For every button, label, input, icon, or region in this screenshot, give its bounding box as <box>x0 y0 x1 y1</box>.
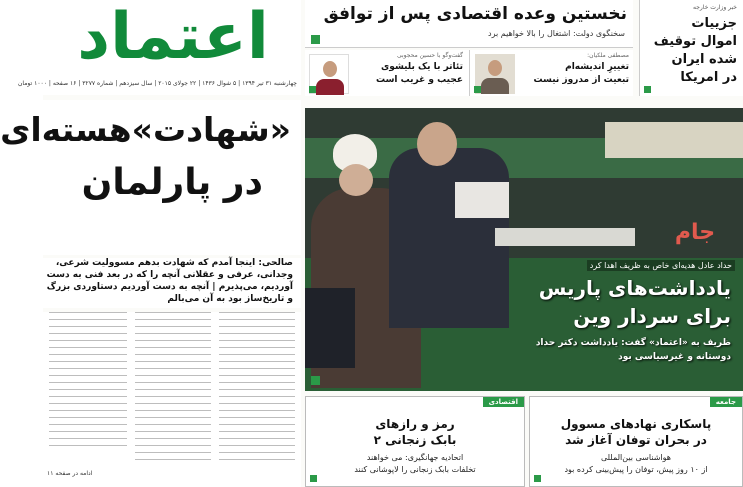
lede-line: صالحی: اینجا آمدم که شهادت بدهم مسوولیت شرعی، <box>55 258 293 268</box>
bottom-story-economy[interactable] <box>305 396 525 487</box>
page-marker-icon <box>644 86 651 93</box>
lead-story-lede <box>43 258 301 308</box>
paper-document <box>455 182 509 218</box>
background-people <box>605 122 743 158</box>
portrait-photo <box>475 54 515 94</box>
bottom-subline: از ۱۰ روز پیش، توفان را پیش‌بینی کرده بود <box>564 465 708 474</box>
feature-headline: یادداشت‌های پاریس <box>538 276 731 300</box>
lead-headline-line: «شهادت»هسته‌ای <box>0 110 291 149</box>
body-column <box>49 312 127 482</box>
person-foreground <box>305 288 355 368</box>
section-tag: اقتصادی <box>483 397 524 407</box>
body-column <box>219 312 295 482</box>
right-top-line: جزییات <box>691 16 737 31</box>
dateline: چهارشنبه ۳۱ تیر ۱۳۹۴ | ۵ شوال ۱۴۳۶ | ۲۲ جولای ۲۰۱۵ | سال سیزدهم | شماره ۳۲۷۷ | ۱۶ صفحه | ۱۰۰۰ تومان <box>17 80 297 87</box>
newspaper-logo: اعتماد <box>77 0 269 74</box>
teaser-title: تبعیت از مدروز نیست <box>533 75 629 85</box>
feature-subline: دوستانه و غیرسیاسی بود <box>618 352 731 362</box>
teaser-mahjoubi[interactable] <box>305 50 467 96</box>
page-marker-icon <box>311 35 320 44</box>
jam-badge: جام <box>674 220 716 245</box>
continued-note[interactable]: ادامه در صفحه ۱۱ <box>47 470 93 477</box>
bottom-subline: تخلفات بابک زنجانی را لاپوشانی کنند <box>354 465 476 474</box>
teaser-caption: گفت‌وگو با حسین محجوبی <box>396 52 463 59</box>
feature-subline: ظریف به «اعتماد» گفت: یادداشت دکتر حداد <box>535 338 731 348</box>
feature-photo[interactable] <box>305 108 743 391</box>
teaser-title: تغییرِ اندیشه‌ام <box>565 62 629 72</box>
right-top-line: در امریکا <box>680 70 737 85</box>
top-story-subline: سخنگوی دولت: اشتغال را بالا خواهیم برد <box>488 29 625 38</box>
lede-line: وجدانی، عرفی و عقلانی آنچه را که در بعد فنی به دست <box>46 270 293 280</box>
page-marker-icon <box>534 475 541 482</box>
page-marker-icon <box>310 475 317 482</box>
photo-caption: حداد عادل هدیه‌ای خاص به ظریف اهدا کرد <box>587 260 735 271</box>
bottom-headline: پاسکاری نهادهای مسوول <box>560 417 712 431</box>
lede-line: و تاریخ‌ساز بود به آن می‌بالم <box>167 294 293 304</box>
page-marker-icon <box>309 86 316 93</box>
teaser-title: عجیب و غریب است <box>376 75 463 85</box>
right-top-line: شده ایران <box>671 52 737 67</box>
face <box>417 122 457 166</box>
lead-story-headline[interactable] <box>0 100 301 255</box>
face <box>339 164 373 196</box>
top-story-headline: نخستین وعده اقتصادی پس از توافق <box>323 4 627 24</box>
bottom-headline: بابک زنجانی ۲ <box>373 433 457 447</box>
bottom-headline: رمز و رازهای <box>375 417 455 431</box>
person-minister <box>389 148 509 328</box>
desk <box>495 228 635 246</box>
lead-headline-line: در پارلمان <box>81 162 263 203</box>
top-story[interactable] <box>305 0 633 48</box>
right-top-story[interactable] <box>639 0 743 96</box>
right-top-caption: خبر وزارت خارجه <box>692 4 737 11</box>
lead-story-body <box>43 312 301 487</box>
teaser-caption: مصطفی ملکیان: <box>587 52 629 59</box>
bottom-story-society[interactable] <box>529 396 743 487</box>
body-column <box>135 312 211 482</box>
lede-line: آوردیم، می‌پذیرم | آنچه به دست آوردیم دستاوردی بزرگ <box>46 282 293 292</box>
bottom-subline: اتحادیه جهانگیری: می خواهند <box>366 453 464 462</box>
teaser-malekian[interactable] <box>469 50 633 96</box>
right-top-line: اموال توقیف <box>653 34 737 49</box>
bottom-subline: هواشناسی بین‌المللی <box>600 453 672 462</box>
section-tag: جامعه <box>710 397 742 407</box>
teaser-title: تئاتر با یک بلیشوی <box>381 62 463 72</box>
feature-headline: برای سردار وین <box>573 304 731 328</box>
bottom-headline: در بحران توفان آغاز شد <box>565 433 707 447</box>
portrait-teasers <box>305 50 633 96</box>
masthead <box>17 0 301 95</box>
page-marker-icon <box>311 376 320 385</box>
page-marker-icon <box>474 86 481 93</box>
